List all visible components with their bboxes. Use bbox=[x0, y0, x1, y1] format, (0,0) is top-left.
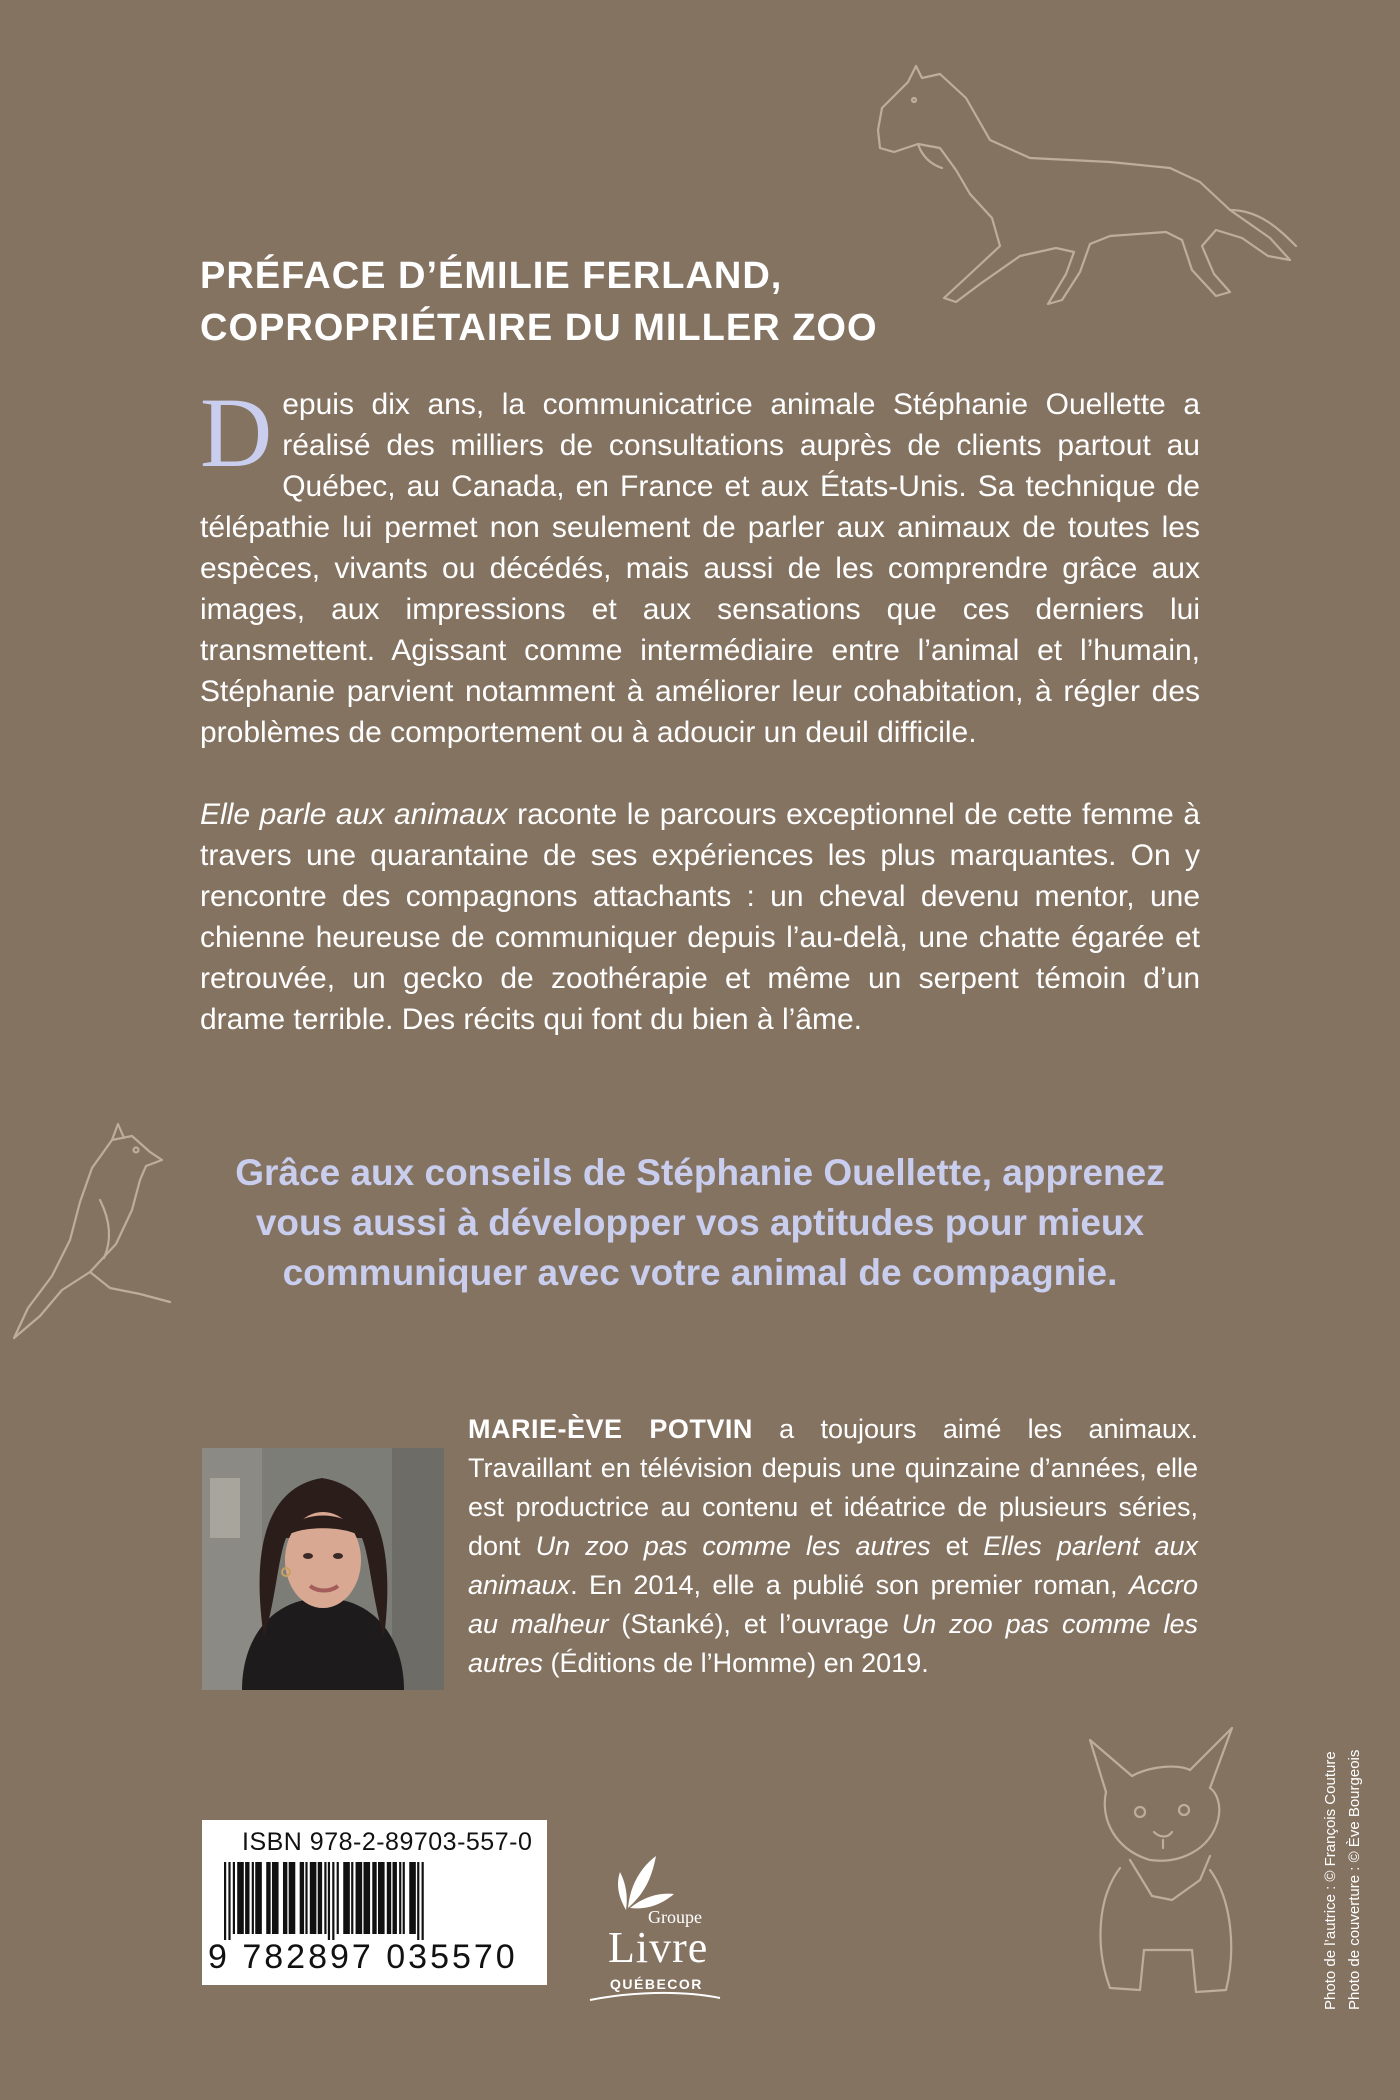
barcode-icon bbox=[224, 1862, 526, 1940]
novel-title: Accro au malheur bbox=[468, 1570, 1198, 1639]
book-title-author: Un zoo pas comme les autres bbox=[468, 1609, 1198, 1678]
pull-quote-line-3: communiquer avec votre animal de compagnie. bbox=[282, 1252, 1118, 1293]
barcode-bar bbox=[351, 1862, 353, 1934]
credit-author-photo: Photo de l’autrice : © François Couture bbox=[1322, 1751, 1339, 2010]
barcode-bar bbox=[422, 1862, 424, 1940]
preface-heading bbox=[200, 250, 1100, 354]
isbn-text: ISBN 978-2-89703-557-0 bbox=[242, 1828, 533, 1856]
series-title-1: Un zoo pas comme les autres bbox=[535, 1531, 931, 1561]
description-paragraph-1 bbox=[200, 377, 1200, 753]
barcode-bar bbox=[372, 1862, 376, 1934]
logo-livre-text: Livre bbox=[608, 1923, 709, 1972]
barcode-bar bbox=[289, 1862, 296, 1934]
pull-quote-line-1: Grâce aux conseils de Stéphanie Ouellette, apprenez bbox=[235, 1152, 1165, 1193]
barcode-box bbox=[202, 1820, 547, 1985]
barcode-bar bbox=[417, 1862, 419, 1940]
barcode-bar bbox=[305, 1862, 307, 1934]
drop-cap: D bbox=[200, 377, 273, 488]
barcode-bar bbox=[283, 1862, 287, 1934]
barcode-bar bbox=[310, 1862, 317, 1934]
barcode-bar bbox=[356, 1862, 363, 1934]
publisher-logo bbox=[570, 1850, 730, 2010]
credit-cover-photo: Photo de couverture : © Ève Bourgeois bbox=[1346, 1749, 1363, 2010]
barcode-bar bbox=[272, 1862, 279, 1934]
barcode-bar bbox=[363, 1862, 370, 1934]
bio-text-3: . En 2014, elle a publié son premier roman, bbox=[570, 1570, 1129, 1600]
barcode-bar bbox=[266, 1862, 270, 1934]
preface-line-2: COPROPRIÉTAIRE DU MILLER ZOO bbox=[200, 307, 878, 349]
bio-text-2: et bbox=[930, 1531, 984, 1561]
barcode-bar bbox=[237, 1862, 244, 1934]
dog-illustration-icon bbox=[1060, 1700, 1270, 2000]
bio-text-4: (Stanké), et l’ouvrage bbox=[608, 1609, 902, 1639]
barcode-bar bbox=[252, 1862, 254, 1934]
pull-quote bbox=[190, 1148, 1210, 1298]
barcode-bar bbox=[378, 1862, 385, 1934]
bird-illustration-icon bbox=[0, 1080, 180, 1340]
paragraph-2-text: raconte le parcours exceptionnel de cette femme à travers une quarantaine de ses expériences les plus marquantes. On y rencontre des compagnons attachants : un cheval devenu mentor, une chienne heureuse de communiquer depuis l’au-delà, une chatte égarée et retrouvée, un gecko de zoothérapie et même un serpent témoin d’un drame terrible. Des récits qui font du bien à l’âme. bbox=[200, 798, 1200, 1036]
pull-quote-line-2: vous aussi à développer vos aptitudes pour mieux bbox=[255, 1202, 1145, 1243]
author-name: MARIE-ÈVE POTVIN bbox=[468, 1414, 753, 1444]
barcode-bar bbox=[255, 1862, 262, 1934]
barcode-bar bbox=[228, 1862, 230, 1940]
paragraph-1-text: epuis dix ans, la communicatrice animale Stéphanie Ouellette a réalisé des milliers de consultations auprès de clients partout au Québec, au Canada, en France et aux États-Unis. Sa technique de télépathie lui permet non seulement de parler aux animaux de toutes les espèces, vivants ou décédés, mais aussi de les comprendre grâce aux images, aux impressions et aux sensations que ces derniers lui transmettent. Agissant comme intermédiaire entre l’animal et l’humain, Stéphanie parvient notamment à améliorer leur cohabitation, à régler des problèmes de comportement ou à adoucir un deuil difficile. bbox=[200, 388, 1200, 749]
series-title-2: Elles parlent aux animaux bbox=[468, 1531, 1198, 1600]
barcode-bar bbox=[300, 1862, 304, 1934]
preface-line-1: PRÉFACE D’ÉMILIE FERLAND, bbox=[200, 255, 783, 297]
barcode-bar bbox=[324, 1862, 326, 1934]
barcode-bar bbox=[409, 1862, 416, 1934]
author-bio bbox=[468, 1410, 1198, 1683]
barcode-bar bbox=[399, 1862, 401, 1934]
author-photo bbox=[202, 1448, 444, 1690]
barcode-bar bbox=[393, 1862, 397, 1934]
author-portrait-icon bbox=[202, 1448, 444, 1690]
barcode-bar bbox=[328, 1862, 330, 1940]
barcode-bar bbox=[245, 1862, 249, 1934]
bio-text-1: a toujours aimé les animaux. Travaillant en télévision depuis une quinzaine d’années, elle est productrice au contenu et idéatrice de plusieurs séries, dont bbox=[468, 1414, 1199, 1561]
logo-quebecor-text: QUÉBECOR bbox=[610, 1976, 703, 1992]
barcode-bar bbox=[224, 1862, 226, 1940]
barcode-bar bbox=[337, 1862, 339, 1934]
bio-text-5: (Éditions de l’Homme) en 2019. bbox=[543, 1648, 929, 1678]
ean-text: 9 782897 035570 bbox=[208, 1938, 518, 1976]
book-title: Elle parle aux animaux bbox=[200, 798, 508, 831]
barcode-bar bbox=[332, 1862, 334, 1940]
photo-credits bbox=[1318, 1652, 1378, 2012]
barcode-bar bbox=[387, 1862, 391, 1934]
barcode-bar bbox=[403, 1862, 405, 1934]
barcode-bar bbox=[318, 1862, 322, 1934]
barcode-bar bbox=[343, 1862, 350, 1934]
barcode-bar bbox=[233, 1862, 235, 1934]
logo-groupe-text: Groupe bbox=[648, 1907, 702, 1927]
description-paragraph-2 bbox=[200, 794, 1200, 1040]
